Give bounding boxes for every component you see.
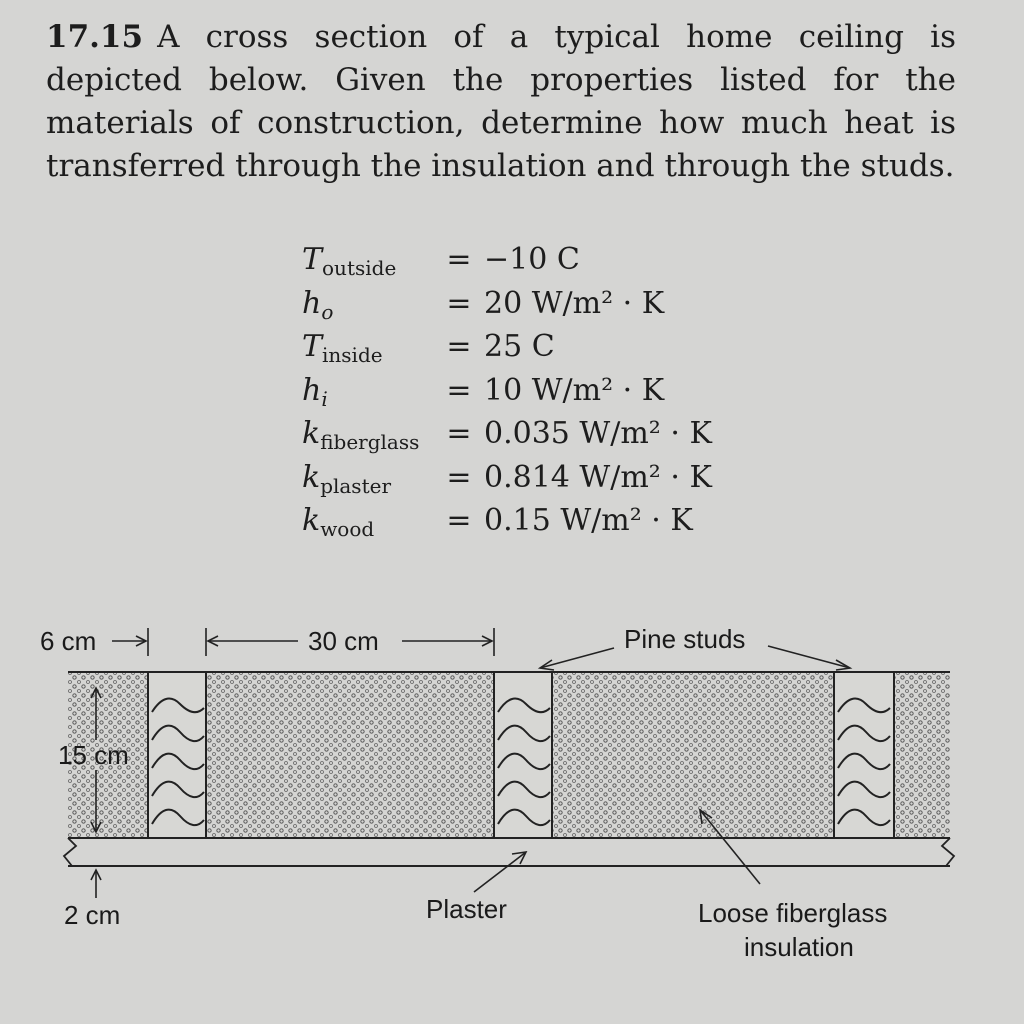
given-value: 0.035 W/m² · K	[484, 416, 712, 451]
pine-stud	[834, 672, 894, 838]
insulation-region	[206, 673, 494, 837]
pine-stud	[148, 672, 206, 838]
given-symbol: $h_o$	[302, 285, 334, 324]
equals-sign: =	[446, 372, 472, 408]
pine-stud	[494, 672, 552, 838]
equals-sign: =	[446, 242, 472, 277]
given-value: 0.814 W/m² · K	[484, 459, 712, 495]
equals-sign: =	[446, 503, 472, 538]
given-value: 20 W/m² · K	[484, 285, 665, 321]
plaster-label: Plaster	[426, 894, 507, 924]
given-symbol: $h_i$	[302, 372, 328, 411]
given-value: 25 C	[484, 329, 555, 364]
given-value: 10 W/m² · K	[484, 372, 665, 408]
insulation-label-line1: Loose fiberglass	[698, 898, 888, 928]
given-symbol: $T_{inside}$	[302, 329, 383, 367]
equals-sign: =	[446, 416, 472, 451]
insulation-region	[894, 673, 950, 837]
insulation-region	[552, 673, 834, 837]
problem-number: 17.15	[46, 19, 144, 55]
stud-width-label: 6 cm	[40, 626, 97, 656]
pine-studs-label: Pine studs	[624, 624, 746, 654]
equals-sign: =	[446, 459, 472, 495]
studs-leader-arrow	[540, 648, 614, 668]
spacing-label: 30 cm	[308, 626, 379, 656]
given-symbol: $k_{plaster}$	[302, 459, 392, 498]
given-symbol: $T_{outside}$	[302, 242, 397, 280]
height-label: 15 cm	[58, 740, 129, 770]
plaster-layer	[64, 838, 954, 866]
equals-sign: =	[446, 329, 472, 364]
given-value: 0.15 W/m² · K	[484, 503, 693, 538]
plaster-thickness-label: 2 cm	[64, 900, 121, 930]
given-symbol: $k_{fiberglass}$	[302, 416, 420, 454]
studs-leader-arrow	[768, 646, 850, 668]
insulation-label-line2: insulation	[744, 932, 854, 962]
given-symbol: $k_{wood}$	[302, 503, 375, 541]
plaster-leader-arrow	[474, 852, 526, 892]
problem-text: A cross section of a typical home ceiling is depicted below. Given the properties listed for the materials of construction, determine how much heat is transferred through the insulation and through the studs.	[46, 19, 956, 184]
given-value: −10 C	[484, 242, 580, 277]
equals-sign: =	[446, 285, 472, 321]
